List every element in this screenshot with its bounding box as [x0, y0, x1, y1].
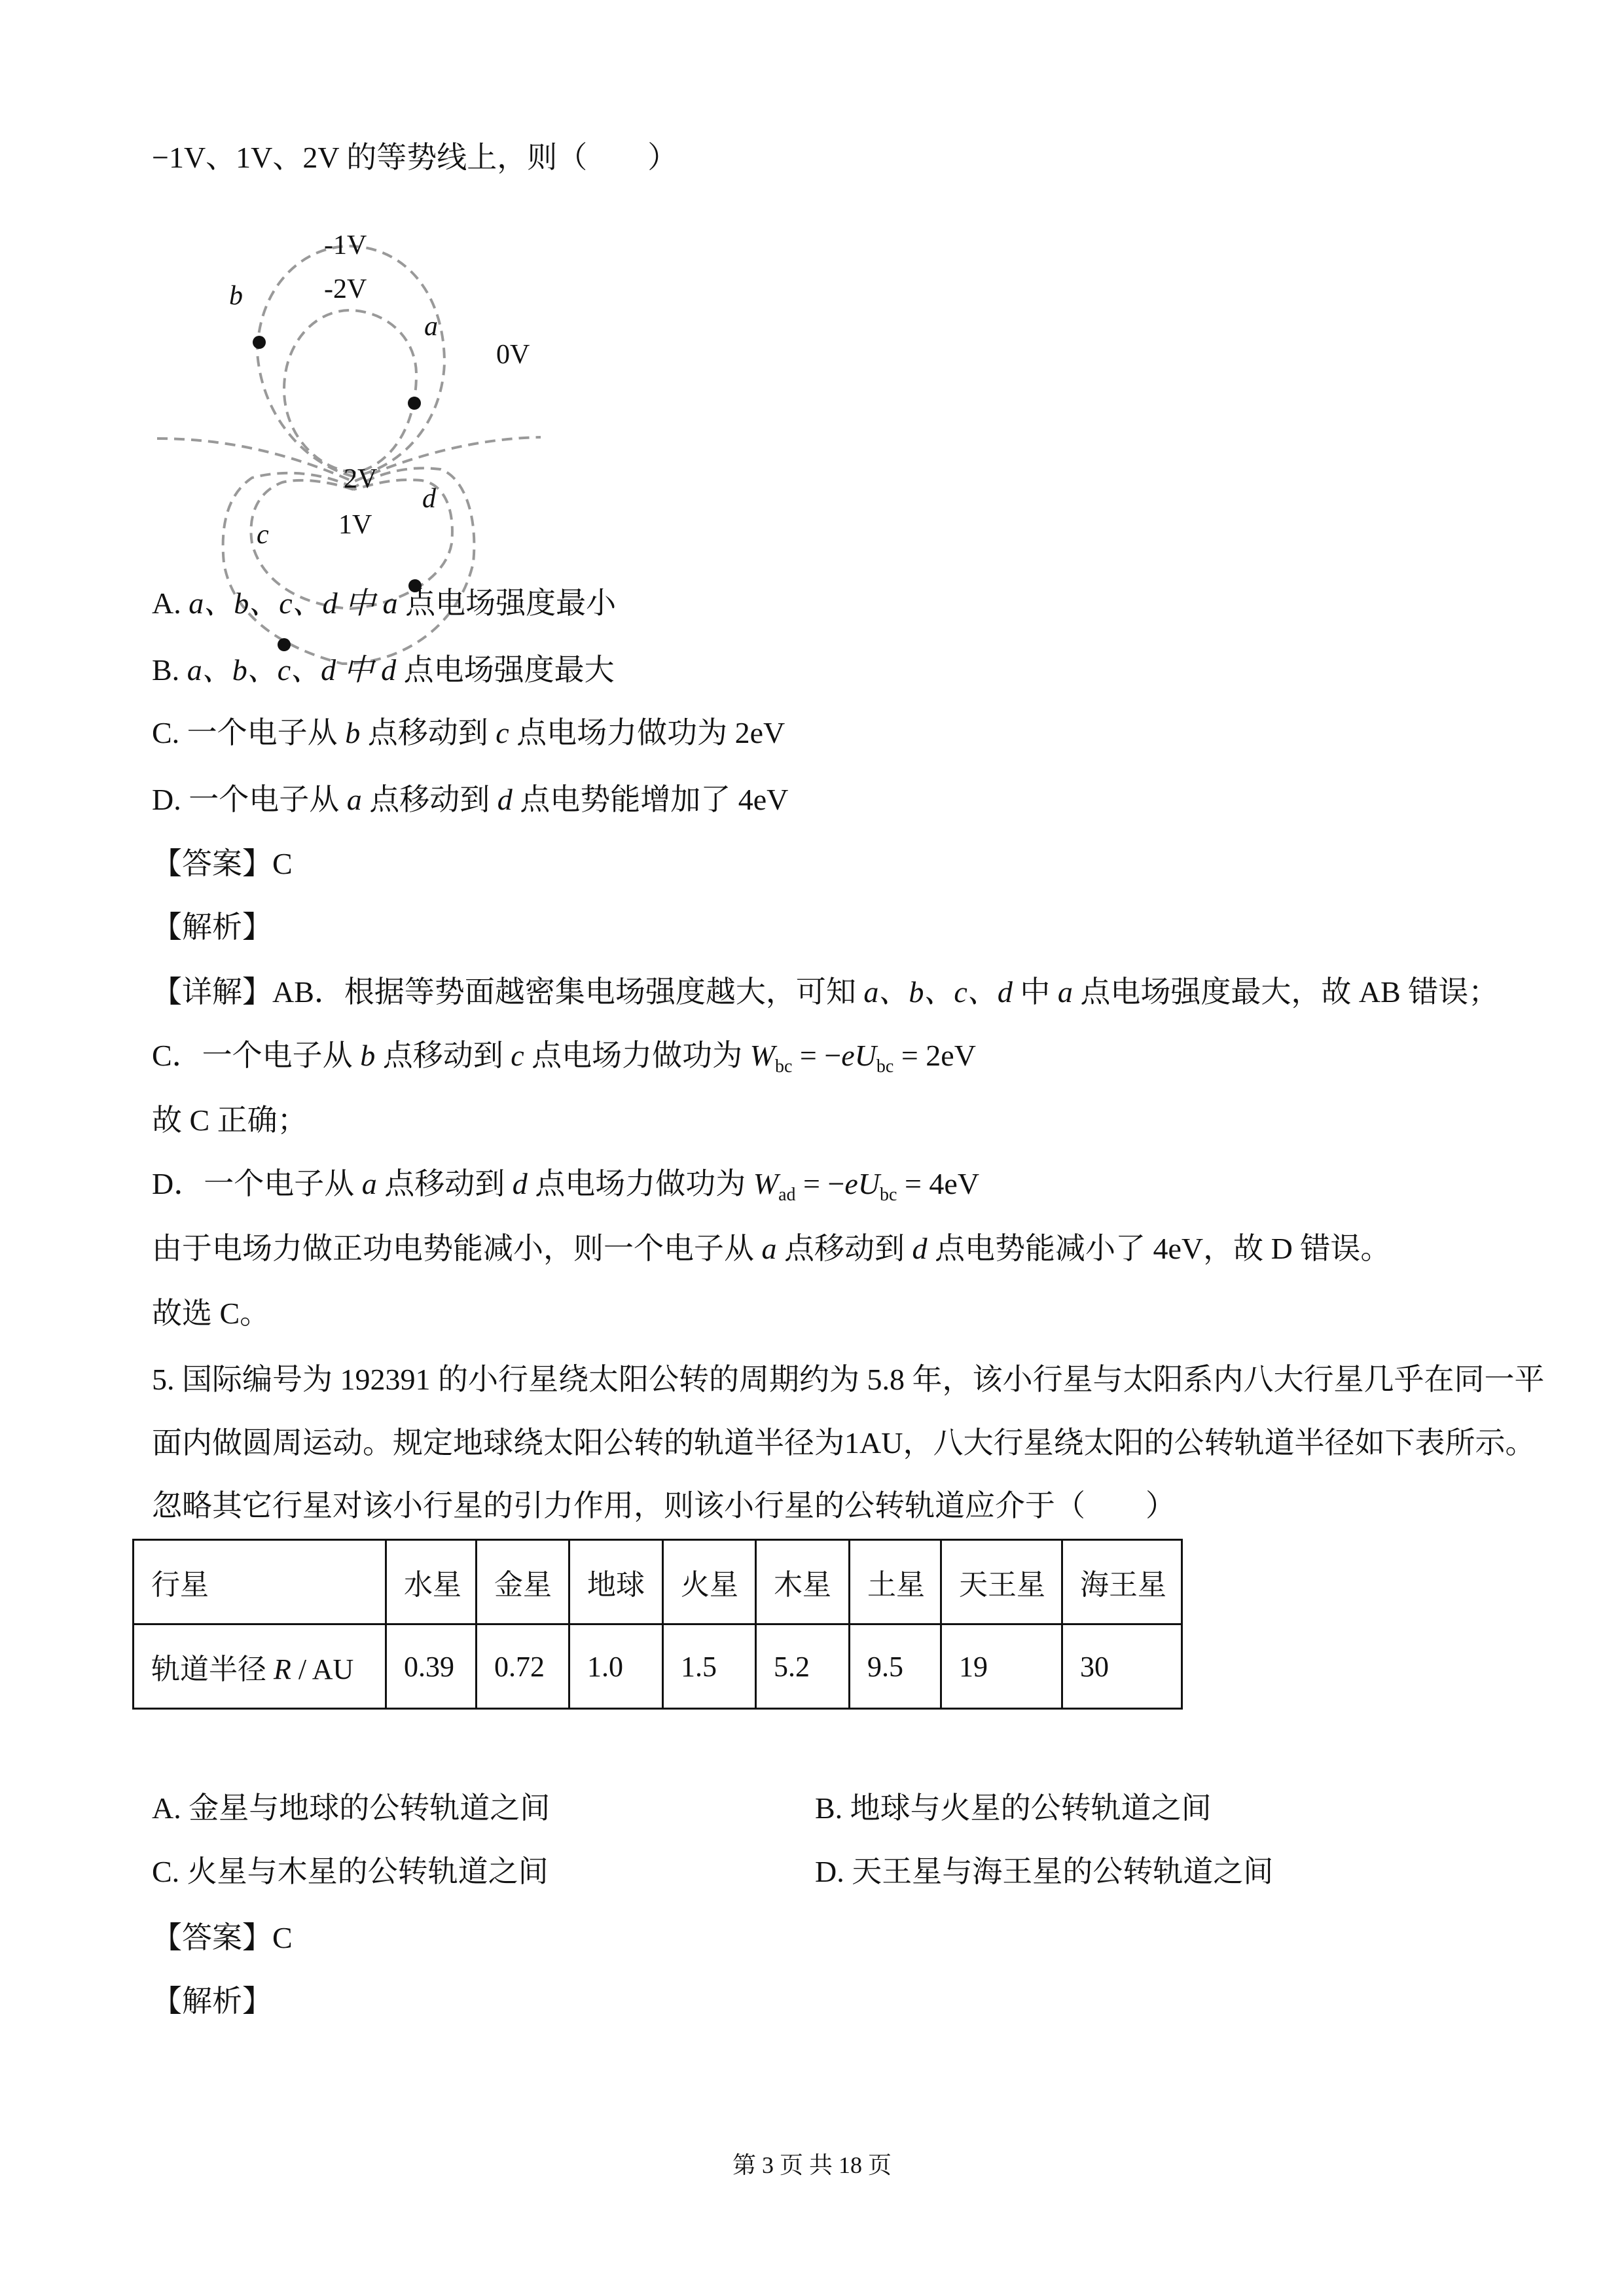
q5-stem-line-1: 5. 国际编号为 192391 的小行星绕太阳公转的周期约为 5.8 年，该小行星与太阳系内八大行星几乎在同一平: [152, 1363, 1545, 1396]
label-b: b: [229, 281, 243, 311]
detail-line-6: 故选 C。: [152, 1297, 270, 1330]
label-1v: 1V: [338, 510, 372, 540]
q5-option-d: D. 天王星与海王星的公转轨道之间: [815, 1855, 1274, 1888]
point-c: [278, 638, 291, 651]
q5-option-c: C. 火星与木星的公转轨道之间: [152, 1855, 549, 1888]
table-cell: 5.2: [756, 1624, 850, 1709]
label-0v: 0V: [496, 340, 530, 370]
label-2v-text: 2V: [344, 464, 378, 494]
table-header-row: [134, 1540, 1182, 1624]
q5-stem-line-3: 忽略其它行星对该小行星的引力作用，则该小行星的公转轨道应介于（ ）: [152, 1489, 1176, 1522]
table-cell: 1.5: [663, 1624, 756, 1709]
table-row-label: 轨道半径 R / AU: [134, 1624, 386, 1709]
q4-analysis-heading: 【解析】: [152, 910, 272, 944]
q5-option-a: A. 金星与地球的公转轨道之间: [152, 1791, 550, 1825]
q4-option-a: A. a、b、c、d 中 a 点电场强度最小: [152, 586, 617, 620]
detail-line-5: 由于电场力做正功电势能减小，则一个电子从 a 点移动到 d 点电势能减小了 4eV，故 D 错误。: [152, 1232, 1391, 1265]
q4-option-b: B. a、b、c、d 中 d 点电场强度最大: [152, 653, 615, 687]
table-header-cell: 地球: [569, 1540, 663, 1624]
detail-line-2: C．一个电子从 b 点移动到 c 点电场力做功为 $W_{bc} = -eU_{bc} = 2eV$: [152, 1039, 976, 1077]
table-cell: 19: [941, 1624, 1062, 1709]
detail-line-1: 【详解】AB．根据等势面越密集电场强度越大，可知 a、b、c、d 中 a 点电场强度最大，故 AB 错误；: [152, 975, 1499, 1009]
detail-line-3: 故 C 正确；: [152, 1103, 308, 1137]
detail-line-4: D．一个电子从 a 点移动到 d 点电场力做功为 $W_{ad} = -eU_{bc} = 4eV$: [152, 1167, 980, 1206]
label-a: a: [424, 312, 438, 342]
table-header-cell: 行星: [134, 1540, 386, 1624]
table-row: [134, 1624, 1182, 1709]
q4-option-c: C. 一个电子从 b 点移动到 c 点电场力做功为 2eV: [152, 716, 785, 749]
point-b: [253, 336, 266, 349]
table-header-cell: 木星: [756, 1540, 850, 1624]
table-cell: 30: [1062, 1624, 1182, 1709]
q5-option-b: B. 地球与火星的公转轨道之间: [815, 1791, 1212, 1825]
table-cell: 9.5: [850, 1624, 941, 1709]
q5-analysis-heading: 【解析】: [152, 1984, 272, 2018]
label-minus2v: -2V: [324, 274, 367, 304]
planet-orbit-table: [132, 1539, 1183, 1710]
point-a: [408, 397, 421, 410]
table-cell: 0.72: [477, 1624, 569, 1709]
table-cell: 0.39: [386, 1624, 477, 1709]
table-cell: 1.0: [569, 1624, 663, 1709]
label-d: d: [422, 484, 436, 514]
q4-option-d: D. 一个电子从 a 点移动到 d 点电势能增加了 4eV: [152, 783, 789, 816]
table-header-cell: 火星: [663, 1540, 756, 1624]
q5-stem-line-2: 面内做圆周运动。规定地球绕太阳公转的轨道半径为1AU，八大行星绕太阳的公转轨道半径如下表所示。: [152, 1426, 1536, 1460]
label-minus1v: -1V: [324, 230, 367, 260]
table-header-cell: 金星: [477, 1540, 569, 1624]
table-header-cell: 海王星: [1062, 1540, 1182, 1624]
table-header-cell: 土星: [850, 1540, 941, 1624]
table-header-cell: 水星: [386, 1540, 477, 1624]
page-footer: 第 3 页 共 18 页: [732, 2152, 892, 2178]
q4-answer: 【答案】C: [152, 847, 293, 880]
q4-stem-tail: −1V、1V、2V 的等势线上，则（ ）: [152, 141, 678, 174]
label-c: c: [257, 520, 269, 550]
q5-answer: 【答案】C: [152, 1921, 293, 1954]
table-header-cell: 天王星: [941, 1540, 1062, 1624]
